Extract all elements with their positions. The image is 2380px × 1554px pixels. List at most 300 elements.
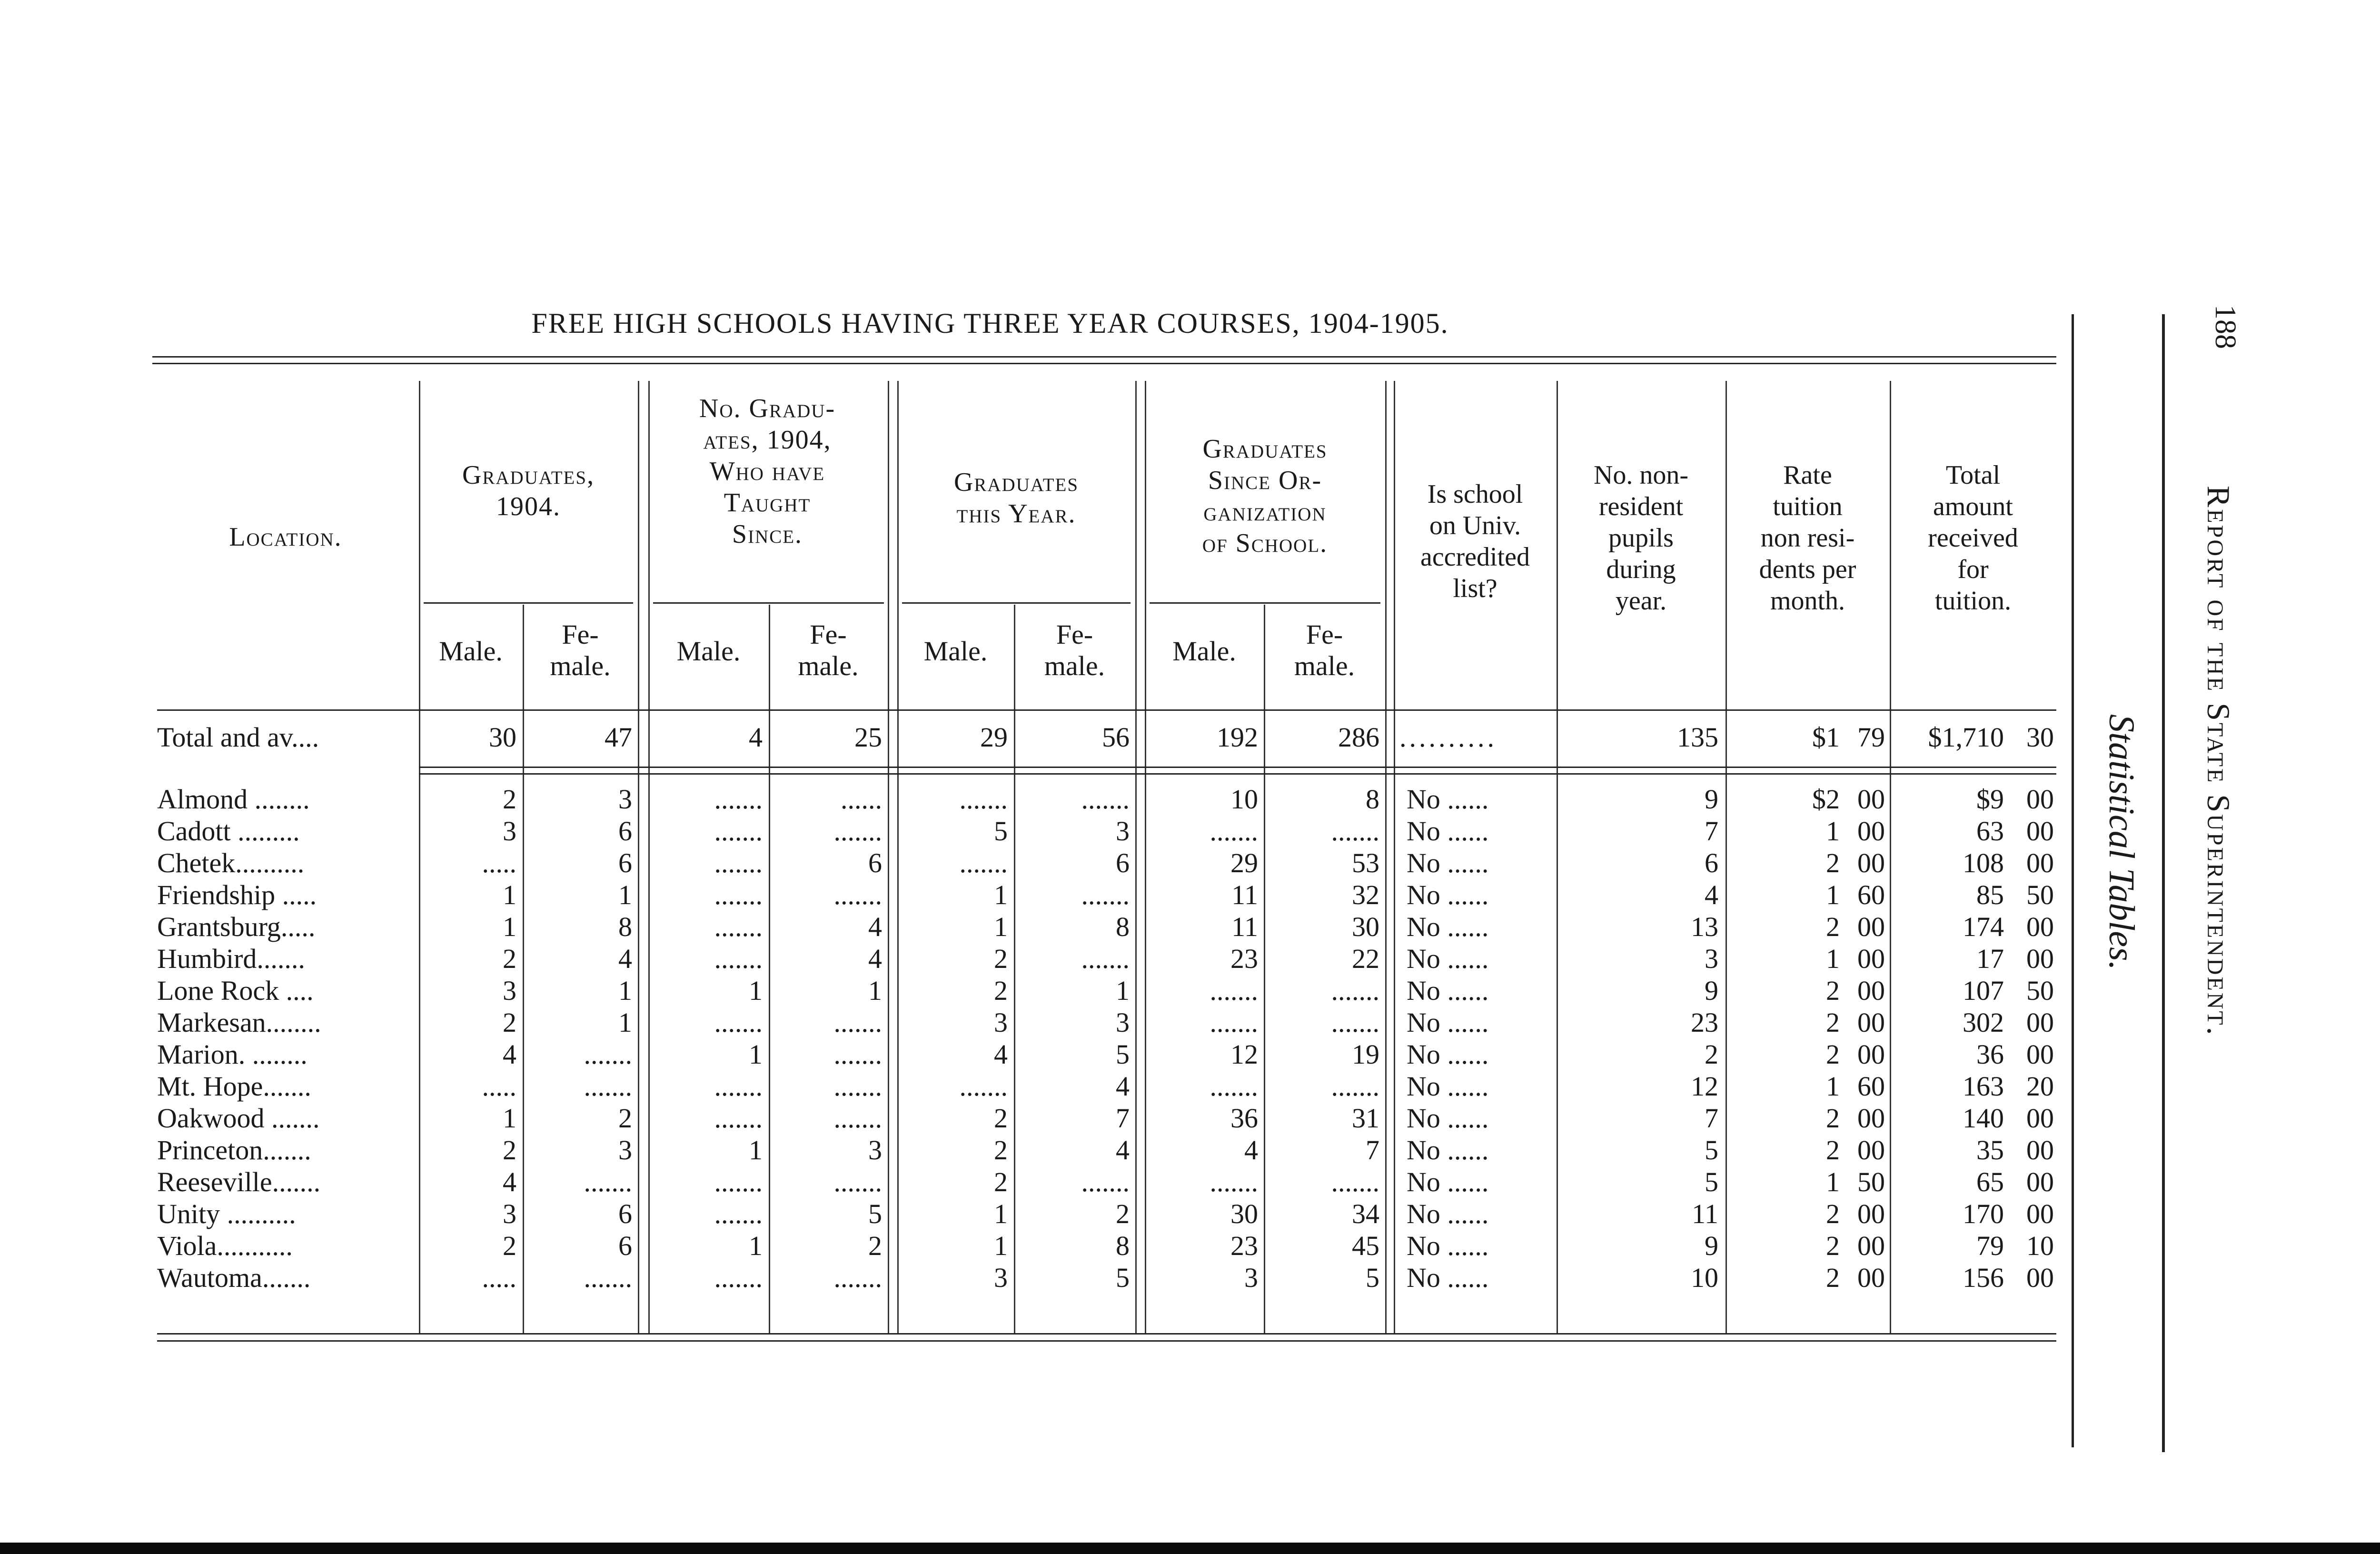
taught-female-cell: 2 xyxy=(868,1230,882,1261)
this-year-female-cell: ....... xyxy=(1081,943,1130,974)
this-year-female-cell: 3 xyxy=(1116,1007,1130,1038)
amount-dollars-cell: 163 xyxy=(1963,1071,2004,1102)
since-org-male-cell: ....... xyxy=(1210,975,1258,1006)
table-row xyxy=(0,1006,2094,1038)
top-rule-2 xyxy=(152,363,2056,364)
grad-1904-male-cell: ..... xyxy=(482,1071,516,1102)
table-row xyxy=(0,1262,2094,1294)
since-org-female-cell: 19 xyxy=(1352,1039,1379,1070)
accredited-cell: No ...... xyxy=(1407,1166,1489,1197)
subheader-male: Male. xyxy=(676,636,741,667)
rate-cents-cell: 60 xyxy=(1857,1071,1885,1102)
taught-male-cell: 1 xyxy=(749,975,763,1006)
since-org-female-cell: 22 xyxy=(1352,943,1379,974)
taught-female-cell: 1 xyxy=(868,975,882,1006)
amount-cents-cell: 00 xyxy=(2026,1198,2054,1229)
accredited-cell: No ...... xyxy=(1407,1262,1489,1293)
taught-male-cell: ....... xyxy=(714,1007,763,1038)
nonresident-cell: 6 xyxy=(1705,847,1718,878)
subheader-female: Fe- male. xyxy=(550,619,611,681)
taught-female-cell: 4 xyxy=(868,943,882,974)
amount-dollars-cell: 79 xyxy=(1976,1230,2004,1261)
nonresident-cell: 135 xyxy=(1677,722,1718,753)
amount-dollars-cell: 85 xyxy=(1976,879,2004,910)
bottom-rule-2 xyxy=(157,1340,2056,1342)
group-rule xyxy=(424,602,633,604)
header-graduates-since-organization: Graduates Since Or- ganization of School. xyxy=(1202,434,1328,558)
taught-female-cell: 4 xyxy=(868,911,882,942)
header-bottom-rule xyxy=(157,709,2056,711)
since-org-male-cell: ....... xyxy=(1210,1166,1258,1197)
rate-cents-cell: 00 xyxy=(1857,1198,1885,1229)
rate-dollars-cell: 2 xyxy=(1826,1135,1840,1166)
accredited-cell: No ...... xyxy=(1407,943,1489,974)
total-rule xyxy=(419,767,2056,768)
grad-1904-female-cell: 3 xyxy=(618,784,632,815)
table-title: FREE HIGH SCHOOLS HAVING THREE YEAR COURSES, 1904-1905. xyxy=(531,308,1449,339)
accredited-cell: No ...... xyxy=(1407,784,1489,815)
this-year-male-cell: 3 xyxy=(994,1262,1008,1293)
accredited-cell: No ...... xyxy=(1407,1230,1489,1261)
rate-cents-cell: 60 xyxy=(1857,879,1885,910)
since-org-male-cell: 36 xyxy=(1230,1103,1258,1134)
nonresident-cell: 3 xyxy=(1705,943,1718,974)
since-org-female-cell: 5 xyxy=(1366,1262,1379,1293)
rate-cents-cell: 00 xyxy=(1857,1103,1885,1134)
this-year-male-cell: 5 xyxy=(994,816,1008,847)
grad-1904-female-cell: ....... xyxy=(584,1262,632,1293)
amount-dollars-cell: 140 xyxy=(1963,1103,2004,1134)
this-year-female-cell: 8 xyxy=(1116,1230,1130,1261)
this-year-female-cell: 7 xyxy=(1116,1103,1130,1134)
rate-cents-cell: 50 xyxy=(1857,1166,1885,1197)
side-label: Statistical Tables. xyxy=(2102,714,2142,970)
taught-female-cell: 25 xyxy=(854,722,882,753)
amount-cents-cell: 20 xyxy=(2026,1071,2054,1102)
since-org-female-cell: 32 xyxy=(1352,879,1379,910)
since-org-male-cell: 4 xyxy=(1244,1135,1258,1166)
nonresident-cell: 13 xyxy=(1691,911,1718,942)
grad-1904-male-cell: 4 xyxy=(503,1039,516,1070)
taught-male-cell: ....... xyxy=(714,816,763,847)
this-year-female-cell: 5 xyxy=(1116,1262,1130,1293)
this-year-female-cell: 1 xyxy=(1116,975,1130,1006)
grad-1904-male-cell: 2 xyxy=(503,1230,516,1261)
taught-male-cell: ....... xyxy=(714,847,763,878)
nonresident-cell: 9 xyxy=(1705,1230,1718,1261)
amount-cents-cell: 00 xyxy=(2026,1135,2054,1166)
table-row xyxy=(0,911,2094,943)
rate-cents-cell: 00 xyxy=(1857,911,1885,942)
location-cell: Cadott ......... xyxy=(157,816,300,847)
subheader-female: Fe- male. xyxy=(1294,619,1355,681)
nonresident-cell: 9 xyxy=(1705,975,1718,1006)
taught-male-cell: 1 xyxy=(749,1230,763,1261)
grad-1904-female-cell: 47 xyxy=(605,722,632,753)
accredited-cell: No ...... xyxy=(1407,1071,1489,1102)
this-year-male-cell: 1 xyxy=(994,1230,1008,1261)
this-year-male-cell: 2 xyxy=(994,1135,1008,1166)
rate-cents-cell: 00 xyxy=(1857,847,1885,878)
grad-1904-male-cell: 2 xyxy=(503,1135,516,1166)
location-cell: Humbird....... xyxy=(157,943,305,974)
rate-cents-cell: 00 xyxy=(1857,943,1885,974)
accredited-cell: No ...... xyxy=(1407,1135,1489,1166)
since-org-male-cell: ....... xyxy=(1210,816,1258,847)
this-year-male-cell: 1 xyxy=(994,879,1008,910)
amount-cents-cell: 00 xyxy=(2026,784,2054,815)
rate-dollars-cell: 2 xyxy=(1826,1262,1840,1293)
table-row xyxy=(0,1102,2094,1134)
top-rule xyxy=(152,356,2056,358)
rate-cents-cell: 00 xyxy=(1857,1230,1885,1261)
location-cell: Chetek.......... xyxy=(157,847,305,878)
grad-1904-female-cell: 6 xyxy=(618,1230,632,1261)
grad-1904-male-cell: ..... xyxy=(482,1262,516,1293)
header-total-amount: Total amount received for tuition. xyxy=(1928,460,2018,616)
rate-dollars-cell: 2 xyxy=(1826,975,1840,1006)
taught-female-cell: ...... xyxy=(841,784,882,815)
accredited-cell: No ...... xyxy=(1407,1198,1489,1229)
table-row xyxy=(0,943,2094,975)
grad-1904-female-cell: 6 xyxy=(618,1198,632,1229)
nonresident-cell: 7 xyxy=(1705,816,1718,847)
rate-cents-cell: 00 xyxy=(1857,1039,1885,1070)
taught-male-cell: ....... xyxy=(714,1103,763,1134)
header-graduates-1904: Graduates, 1904. xyxy=(462,460,595,521)
this-year-female-cell: 2 xyxy=(1116,1198,1130,1229)
accredited-cell: No ...... xyxy=(1407,1103,1489,1134)
nonresident-cell: 4 xyxy=(1705,879,1718,910)
location-cell: Mt. Hope....... xyxy=(157,1071,311,1102)
amount-dollars-cell: $1,710 xyxy=(1928,722,2004,753)
rate-dollars-cell: 2 xyxy=(1826,847,1840,878)
this-year-male-cell: 29 xyxy=(980,722,1008,753)
this-year-male-cell: 2 xyxy=(994,943,1008,974)
accredited-cell: No ...... xyxy=(1407,911,1489,942)
amount-cents-cell: 00 xyxy=(2026,847,2054,878)
amount-dollars-cell: $9 xyxy=(1976,784,2004,815)
nonresident-cell: 5 xyxy=(1705,1166,1718,1197)
since-org-female-cell: 45 xyxy=(1352,1230,1379,1261)
nonresident-cell: 5 xyxy=(1705,1135,1718,1166)
this-year-female-cell: ....... xyxy=(1081,784,1130,815)
rate-cents-cell: 79 xyxy=(1857,722,1885,753)
amount-cents-cell: 00 xyxy=(2026,1103,2054,1134)
taught-male-cell: ....... xyxy=(714,943,763,974)
this-year-male-cell: 1 xyxy=(994,1198,1008,1229)
group-rule xyxy=(902,602,1130,604)
since-org-male-cell: 23 xyxy=(1230,943,1258,974)
amount-dollars-cell: 36 xyxy=(1976,1039,2004,1070)
table-row xyxy=(0,1166,2094,1198)
since-org-male-cell: 11 xyxy=(1231,911,1258,942)
location-cell: Lone Rock .... xyxy=(157,975,314,1006)
rate-dollars-cell: 1 xyxy=(1826,816,1840,847)
grad-1904-female-cell: ....... xyxy=(584,1039,632,1070)
since-org-male-cell: 30 xyxy=(1230,1198,1258,1229)
table-row xyxy=(0,1198,2094,1230)
grad-1904-male-cell: 3 xyxy=(503,975,516,1006)
this-year-male-cell: ....... xyxy=(959,784,1008,815)
amount-dollars-cell: 108 xyxy=(1963,847,2004,878)
amount-dollars-cell: 17 xyxy=(1976,943,2004,974)
rate-dollars-cell: 2 xyxy=(1826,1198,1840,1229)
since-org-female-cell: ....... xyxy=(1331,1166,1379,1197)
grad-1904-female-cell: 1 xyxy=(618,1007,632,1038)
this-year-male-cell: 3 xyxy=(994,1007,1008,1038)
table-row xyxy=(0,847,2094,879)
location-cell: Marion. ........ xyxy=(157,1039,307,1070)
taught-female-cell: 5 xyxy=(868,1198,882,1229)
taught-female-cell: ....... xyxy=(833,816,882,847)
grad-1904-male-cell: 1 xyxy=(503,911,516,942)
grad-1904-male-cell: 3 xyxy=(503,816,516,847)
amount-cents-cell: 50 xyxy=(2026,879,2054,910)
this-year-female-cell: ....... xyxy=(1081,1166,1130,1197)
location-cell: Princeton....... xyxy=(157,1135,311,1166)
rate-cents-cell: 00 xyxy=(1857,1007,1885,1038)
since-org-female-cell: 31 xyxy=(1352,1103,1379,1134)
since-org-male-cell: 11 xyxy=(1231,879,1258,910)
rate-dollars-cell: $2 xyxy=(1812,784,1840,815)
since-org-female-cell: 34 xyxy=(1352,1198,1379,1229)
rate-dollars-cell: 2 xyxy=(1826,1230,1840,1261)
grad-1904-male-cell: 1 xyxy=(503,879,516,910)
header-taught-since: No. Gradu- ates, 1904, Who have Taught Since. xyxy=(699,394,836,549)
grad-1904-female-cell: ....... xyxy=(584,1071,632,1102)
taught-female-cell: ....... xyxy=(833,1007,882,1038)
this-year-female-cell: ....... xyxy=(1081,879,1130,910)
taught-male-cell: 1 xyxy=(749,1039,763,1070)
bottom-rule xyxy=(157,1333,2056,1335)
running-head: Report of the State Superintendent. xyxy=(2201,486,2237,1037)
this-year-male-cell: ....... xyxy=(959,847,1008,878)
this-year-male-cell: 2 xyxy=(994,1166,1008,1197)
grad-1904-female-cell: 1 xyxy=(618,879,632,910)
nonresident-cell: 7 xyxy=(1705,1103,1718,1134)
location-cell: Reeseville....... xyxy=(157,1166,321,1197)
rate-dollars-cell: 2 xyxy=(1826,1039,1840,1070)
taught-male-cell: ....... xyxy=(714,911,763,942)
since-org-female-cell: ....... xyxy=(1331,975,1379,1006)
since-org-female-cell: 30 xyxy=(1352,911,1379,942)
accredited-cell: No ...... xyxy=(1407,879,1489,910)
subheader-female: Fe- male. xyxy=(798,619,859,681)
rate-dollars-cell: 1 xyxy=(1826,1166,1840,1197)
outer-right-rule xyxy=(2162,314,2165,1452)
accredited-cell: No ...... xyxy=(1407,847,1489,878)
since-org-female-cell: 53 xyxy=(1352,847,1379,878)
accredited-cell: No ...... xyxy=(1407,975,1489,1006)
location-cell: Total and av.... xyxy=(157,722,319,753)
taught-female-cell: ....... xyxy=(833,1103,882,1134)
location-cell: Almond ........ xyxy=(157,784,310,815)
page-bottom-edge xyxy=(0,1543,2380,1554)
header-rate-tuition: Rate tuition non resi- dents per month. xyxy=(1759,460,1856,616)
nonresident-cell: 12 xyxy=(1691,1071,1718,1102)
location-cell: Oakwood ....... xyxy=(157,1103,320,1134)
group-rule xyxy=(653,602,884,604)
amount-cents-cell: 00 xyxy=(2026,1262,2054,1293)
accredited-cell: .......... xyxy=(1399,722,1497,753)
location-cell: Grantsburg..... xyxy=(157,911,316,942)
since-org-male-cell: ....... xyxy=(1210,1007,1258,1038)
taught-male-cell: 1 xyxy=(749,1135,763,1166)
amount-dollars-cell: 170 xyxy=(1963,1198,2004,1229)
rate-cents-cell: 00 xyxy=(1857,975,1885,1006)
nonresident-cell: 9 xyxy=(1705,784,1718,815)
this-year-female-cell: 5 xyxy=(1116,1039,1130,1070)
table-row xyxy=(0,783,2094,815)
group-rule xyxy=(1150,602,1380,604)
amount-cents-cell: 30 xyxy=(2026,722,2054,753)
amount-dollars-cell: 63 xyxy=(1976,816,2004,847)
grad-1904-female-cell: 6 xyxy=(618,847,632,878)
rate-cents-cell: 00 xyxy=(1857,1262,1885,1293)
amount-dollars-cell: 174 xyxy=(1963,911,2004,942)
amount-dollars-cell: 156 xyxy=(1963,1262,2004,1293)
amount-dollars-cell: 107 xyxy=(1963,975,2004,1006)
location-cell: Viola........... xyxy=(157,1230,293,1261)
taught-male-cell: ....... xyxy=(714,784,763,815)
accredited-cell: No ...... xyxy=(1407,1007,1489,1038)
location-cell: Markesan........ xyxy=(157,1007,321,1038)
amount-dollars-cell: 65 xyxy=(1976,1166,2004,1197)
header-nonresident-pupils: No. non- resident pupils during year. xyxy=(1593,460,1689,616)
taught-female-cell: ....... xyxy=(833,1071,882,1102)
rate-dollars-cell: 1 xyxy=(1826,879,1840,910)
accredited-cell: No ...... xyxy=(1407,816,1489,847)
taught-female-cell: ....... xyxy=(833,879,882,910)
amount-cents-cell: 00 xyxy=(2026,1166,2054,1197)
since-org-male-cell: 12 xyxy=(1230,1039,1258,1070)
taught-male-cell: ....... xyxy=(714,1166,763,1197)
grad-1904-male-cell: 1 xyxy=(503,1103,516,1134)
amount-dollars-cell: 35 xyxy=(1976,1135,2004,1166)
this-year-female-cell: 3 xyxy=(1116,816,1130,847)
page-number: 188 xyxy=(2209,305,2241,349)
amount-cents-cell: 00 xyxy=(2026,816,2054,847)
taught-female-cell: 3 xyxy=(868,1135,882,1166)
rate-dollars-cell: $1 xyxy=(1812,722,1840,753)
total-rule-2 xyxy=(419,773,2056,775)
table-row xyxy=(0,1070,2094,1102)
subheader-male: Male. xyxy=(923,636,988,667)
grad-1904-male-cell: 2 xyxy=(503,784,516,815)
rate-dollars-cell: 2 xyxy=(1826,911,1840,942)
grad-1904-female-cell: ....... xyxy=(584,1166,632,1197)
subheader-female: Fe- male. xyxy=(1044,619,1105,681)
total-row xyxy=(0,721,2094,753)
amount-cents-cell: 10 xyxy=(2026,1230,2054,1261)
table-row xyxy=(0,975,2094,1006)
taught-male-cell: 4 xyxy=(749,722,763,753)
rate-cents-cell: 00 xyxy=(1857,816,1885,847)
this-year-female-cell: 4 xyxy=(1116,1135,1130,1166)
location-cell: Wautoma....... xyxy=(157,1262,311,1293)
subheader-male: Male. xyxy=(1172,636,1236,667)
this-year-female-cell: 4 xyxy=(1116,1071,1130,1102)
this-year-male-cell: 1 xyxy=(994,911,1008,942)
table-row xyxy=(0,1230,2094,1262)
this-year-male-cell: 2 xyxy=(994,975,1008,1006)
location-cell: Unity .......... xyxy=(157,1198,296,1229)
taught-male-cell: ....... xyxy=(714,879,763,910)
amount-cents-cell: 00 xyxy=(2026,1007,2054,1038)
this-year-male-cell: 2 xyxy=(994,1103,1008,1134)
table-row xyxy=(0,1134,2094,1166)
this-year-female-cell: 6 xyxy=(1116,847,1130,878)
table-row xyxy=(0,815,2094,847)
amount-dollars-cell: 302 xyxy=(1963,1007,2004,1038)
header-location: Location. xyxy=(229,522,342,552)
amount-cents-cell: 00 xyxy=(2026,1039,2054,1070)
amount-cents-cell: 50 xyxy=(2026,975,2054,1006)
location-cell: Friendship ..... xyxy=(157,879,317,910)
grad-1904-female-cell: 2 xyxy=(618,1103,632,1134)
taught-male-cell: ....... xyxy=(714,1262,763,1293)
rate-dollars-cell: 1 xyxy=(1826,1071,1840,1102)
since-org-female-cell: 7 xyxy=(1366,1135,1379,1166)
table-row xyxy=(0,1038,2094,1070)
grad-1904-female-cell: 6 xyxy=(618,816,632,847)
amount-cents-cell: 00 xyxy=(2026,911,2054,942)
grad-1904-female-cell: 3 xyxy=(618,1135,632,1166)
since-org-male-cell: 29 xyxy=(1230,847,1258,878)
rate-cents-cell: 00 xyxy=(1857,784,1885,815)
since-org-female-cell: 286 xyxy=(1338,722,1379,753)
taught-female-cell: ....... xyxy=(833,1166,882,1197)
grad-1904-female-cell: 4 xyxy=(618,943,632,974)
since-org-female-cell: 8 xyxy=(1366,784,1379,815)
since-org-male-cell: ....... xyxy=(1210,1071,1258,1102)
since-org-female-cell: ....... xyxy=(1331,816,1379,847)
grad-1904-male-cell: 3 xyxy=(503,1198,516,1229)
taught-female-cell: ....... xyxy=(833,1262,882,1293)
grad-1904-male-cell: 4 xyxy=(503,1166,516,1197)
grad-1904-male-cell: ..... xyxy=(482,847,516,878)
since-org-male-cell: 10 xyxy=(1230,784,1258,815)
grad-1904-male-cell: 2 xyxy=(503,943,516,974)
this-year-female-cell: 8 xyxy=(1116,911,1130,942)
subheader-male: Male. xyxy=(439,636,503,667)
since-org-female-cell: ....... xyxy=(1331,1007,1379,1038)
header-accredited: Is school on Univ. accredited list? xyxy=(1420,479,1530,603)
this-year-male-cell: 4 xyxy=(994,1039,1008,1070)
nonresident-cell: 2 xyxy=(1705,1039,1718,1070)
nonresident-cell: 23 xyxy=(1691,1007,1718,1038)
rate-dollars-cell: 2 xyxy=(1826,1007,1840,1038)
nonresident-cell: 11 xyxy=(1692,1198,1718,1229)
this-year-male-cell: ....... xyxy=(959,1071,1008,1102)
rate-dollars-cell: 1 xyxy=(1826,943,1840,974)
grad-1904-male-cell: 2 xyxy=(503,1007,516,1038)
header-graduates-this-year: Graduates this Year. xyxy=(953,468,1079,528)
since-org-female-cell: ....... xyxy=(1331,1071,1379,1102)
since-org-male-cell: 23 xyxy=(1230,1230,1258,1261)
rate-dollars-cell: 2 xyxy=(1826,1103,1840,1134)
taught-male-cell: ....... xyxy=(714,1071,763,1102)
rate-cents-cell: 00 xyxy=(1857,1135,1885,1166)
grad-1904-female-cell: 1 xyxy=(618,975,632,1006)
nonresident-cell: 10 xyxy=(1691,1262,1718,1293)
taught-female-cell: 6 xyxy=(868,847,882,878)
grad-1904-male-cell: 30 xyxy=(489,722,516,753)
since-org-male-cell: 192 xyxy=(1217,722,1258,753)
table-row xyxy=(0,879,2094,911)
this-year-female-cell: 56 xyxy=(1102,722,1130,753)
